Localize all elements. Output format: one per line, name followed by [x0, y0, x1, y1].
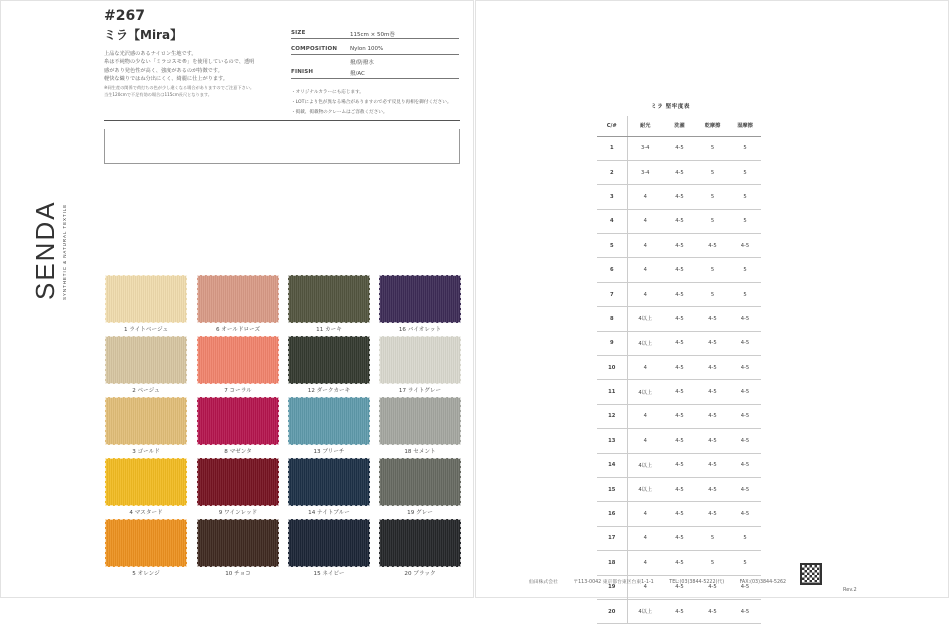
swatch-label: 12 ダークカーキ — [307, 388, 351, 394]
note-line: ・LOTにより色が異なる場合がありますので必ず反見り再相を御付ください。 — [291, 100, 452, 105]
fastness-cell: 4以上 — [627, 453, 663, 477]
fastness-cell: 5 — [729, 526, 761, 550]
fastness-cell: 4-5 — [696, 307, 729, 331]
note-line: ・オリジナルカラーにも応じます。 — [291, 90, 364, 95]
color-swatch — [105, 336, 187, 384]
brand-name: SENDA — [30, 200, 60, 300]
color-swatch — [105, 458, 187, 506]
fastness-cell: 5 — [696, 282, 729, 306]
fastness-cell: 5 — [696, 185, 729, 209]
fastness-row — [597, 234, 761, 258]
description-line: 感があり発色性が高く、強度があるのが特徴です。 — [104, 67, 223, 74]
description-note: ※同生産の関係で荷打ちの色が少し違くなる場合がありますのでご注意下さい。 — [104, 84, 255, 90]
fastness-cell: 5 — [696, 136, 729, 160]
fastness-cell: 4 — [627, 234, 663, 258]
spec-size-value: 115cm × 50m巻 — [350, 32, 395, 38]
fastness-cell: 4-5 — [696, 477, 729, 501]
fastness-row — [597, 136, 761, 160]
fastness-cell: 4以上 — [627, 380, 663, 404]
brand-tagline: SYNTHETIC & NATURAL TEXTILE — [62, 203, 67, 300]
fastness-row — [597, 551, 761, 575]
fastness-cell: 4-5 — [696, 502, 729, 526]
color-swatch — [379, 458, 461, 506]
fastness-cell: 4 — [627, 502, 663, 526]
footer-address: 〒113-0042 東京都台東区台東1-1-1 — [573, 580, 654, 585]
fastness-cell: 5 — [696, 551, 729, 575]
fastness-cell: 4-5 — [663, 136, 696, 160]
fastness-cell: 4-5 — [729, 477, 761, 501]
fastness-cell: 4-5 — [729, 502, 761, 526]
color-swatch — [105, 519, 187, 567]
fastness-cell: 3 — [597, 185, 627, 209]
color-swatch — [288, 275, 370, 323]
fastness-row — [597, 160, 761, 184]
header-cell: C/# — [597, 116, 627, 136]
spec-composition-value: Nylon 100% — [350, 46, 384, 52]
fastness-cell: 4 — [627, 575, 663, 599]
swatch-label: 9 ワインレッド — [218, 510, 258, 516]
fastness-cell: 1 — [597, 136, 627, 160]
fastness-row — [597, 404, 761, 428]
fastness-cell: 4-5 — [663, 599, 696, 623]
fastness-row — [597, 453, 761, 477]
fastness-row — [597, 380, 761, 404]
fastness-cell: 4-5 — [663, 477, 696, 501]
fastness-row — [597, 599, 761, 623]
fastness-cell: 4-5 — [663, 234, 696, 258]
product-description — [104, 50, 282, 98]
color-swatch — [379, 519, 461, 567]
fastness-cell: 4-5 — [696, 575, 729, 599]
fastness-cell: 5 — [729, 185, 761, 209]
fastness-cell: 4-5 — [696, 234, 729, 258]
swatch-label: 13 ブリーチ — [313, 449, 345, 455]
fastness-cell: 4-5 — [696, 404, 729, 428]
color-swatch — [197, 458, 279, 506]
fastness-cell: 4-5 — [729, 453, 761, 477]
fastness-cell: 4 — [627, 404, 663, 428]
fastness-cell: 13 — [597, 429, 627, 453]
fastness-cell: 4-5 — [729, 331, 761, 355]
fastness-cell: 4-5 — [696, 453, 729, 477]
description-line: 糸は不純物の少ない「ミラコスモ®」を使用しているので、透明 — [104, 59, 255, 66]
color-swatch — [288, 519, 370, 567]
fastness-cell: 4 — [627, 356, 663, 380]
swatch-label: 2 ベージュ — [132, 388, 160, 394]
fastness-row — [597, 209, 761, 233]
qr-code-icon — [800, 563, 822, 585]
swatch-label: 4 マスタード — [129, 510, 163, 516]
fastness-cell: 4-5 — [663, 380, 696, 404]
fastness-cell: 4以上 — [627, 307, 663, 331]
fastness-cell: 4-5 — [663, 551, 696, 575]
fastness-cell: 18 — [597, 551, 627, 575]
swatch-label: 17 ライトグレー — [398, 388, 442, 394]
swatch-label: 15 ネイビー — [313, 571, 345, 577]
fastness-cell: 4-5 — [696, 380, 729, 404]
swatch-label: 18 セメント — [404, 449, 436, 455]
fastness-cell: 5 — [729, 282, 761, 306]
fastness-cell: 12 — [597, 404, 627, 428]
spec-finish-extra-value: 撥/防撥水 — [350, 60, 374, 66]
revision: Rev.2 — [843, 587, 857, 593]
fastness-cell: 10 — [597, 356, 627, 380]
swatch-label: 16 バイオレット — [398, 327, 442, 333]
note-line: ・掲載、掲載物のクレームはご容赦ください。 — [291, 110, 388, 115]
fastness-cell: 5 — [729, 258, 761, 282]
color-swatch — [288, 336, 370, 384]
footer-fax: FAX:(03)3844-5262 — [739, 580, 787, 585]
fastness-cell: 17 — [597, 526, 627, 550]
spec-divider — [291, 38, 459, 39]
fastness-cell: 4-5 — [729, 380, 761, 404]
swatch-label: 11 カーキ — [316, 327, 342, 333]
fastness-cell: 5 — [729, 551, 761, 575]
section-divider — [104, 120, 460, 121]
fastness-cell: 4-5 — [729, 356, 761, 380]
fastness-cell: 4 — [627, 429, 663, 453]
fastness-cell: 8 — [597, 307, 627, 331]
fastness-cell: 3-4 — [627, 160, 663, 184]
fastness-cell: 4-5 — [729, 234, 761, 258]
fastness-cell: 14 — [597, 453, 627, 477]
color-swatch — [197, 336, 279, 384]
footer — [529, 578, 800, 585]
spec-divider — [291, 78, 459, 79]
fastness-row — [597, 429, 761, 453]
fastness-cell: 4以上 — [627, 331, 663, 355]
fastness-row — [597, 282, 761, 306]
fastness-cell: 4-5 — [663, 575, 696, 599]
color-swatch — [288, 458, 370, 506]
fastness-row — [597, 307, 761, 331]
fastness-cell: 5 — [696, 209, 729, 233]
fastness-cell: 20 — [597, 599, 627, 623]
fastness-cell: 4 — [627, 551, 663, 575]
fastness-row — [597, 185, 761, 209]
swatch-label: 6 オールドローズ — [215, 327, 261, 333]
fastness-cell: 5 — [696, 160, 729, 184]
fastness-row — [597, 477, 761, 501]
spec-finish-label: FINISH — [291, 69, 314, 75]
color-swatch — [379, 397, 461, 445]
fastness-cell: 4-5 — [696, 331, 729, 355]
color-swatch — [105, 275, 187, 323]
description-line: 軽快な織りではね分出にくく、綺麗に仕上がります。 — [104, 76, 228, 83]
color-swatch — [379, 275, 461, 323]
fastness-row — [597, 526, 761, 550]
fastness-row — [597, 258, 761, 282]
header-cell: 乾摩擦 — [696, 116, 729, 136]
swatch-label: 1 ライトベージュ — [123, 327, 169, 333]
color-swatch — [197, 275, 279, 323]
spec-finish-value: 撥/AC — [350, 71, 365, 77]
spec-size-label: SIZE — [291, 30, 306, 36]
swatch-label: 19 グレー — [407, 510, 433, 516]
fastness-row — [597, 502, 761, 526]
fastness-cell: 4-5 — [696, 599, 729, 623]
fastness-cell: 4-5 — [729, 575, 761, 599]
color-swatch — [197, 519, 279, 567]
fastness-cell: 4-5 — [663, 258, 696, 282]
fastness-cell: 5 — [597, 234, 627, 258]
swatch-label: 5 オレンジ — [132, 571, 160, 577]
swatch-label: 8 マゼンタ — [224, 449, 252, 455]
fastness-cell: 4-5 — [663, 404, 696, 428]
fastness-cell: 7 — [597, 282, 627, 306]
swatch-label: 14 ナイトブルー — [308, 510, 350, 516]
color-swatch — [288, 397, 370, 445]
fastness-cell: 5 — [729, 160, 761, 184]
swatch-label: 10 チョコ — [225, 571, 251, 577]
fastness-cell: 4-5 — [663, 307, 696, 331]
fastness-cell: 4-5 — [729, 404, 761, 428]
fastness-cell: 4-5 — [696, 356, 729, 380]
header-cell: 湿摩擦 — [729, 116, 761, 136]
fastness-cell: 4-5 — [663, 356, 696, 380]
fastness-cell: 16 — [597, 502, 627, 526]
blank-box — [104, 129, 460, 164]
fastness-header-row — [597, 116, 761, 136]
swatch-label: 3 ゴールド — [132, 449, 160, 455]
fastness-cell: 11 — [597, 380, 627, 404]
fastness-cell: 4以上 — [627, 477, 663, 501]
fastness-row — [597, 356, 761, 380]
fastness-cell: 4 — [597, 209, 627, 233]
notes — [291, 88, 451, 118]
fastness-cell: 5 — [696, 258, 729, 282]
fastness-cell: 2 — [597, 160, 627, 184]
fastness-cell: 4 — [627, 282, 663, 306]
fastness-cell: 4-5 — [663, 282, 696, 306]
fastness-cell: 4-5 — [663, 502, 696, 526]
description-note: 当生120cmで不足有効の場合は115cm長尺となります。 — [104, 91, 212, 97]
fastness-cell: 15 — [597, 477, 627, 501]
fastness-cell: 3-4 — [627, 136, 663, 160]
fastness-cell: 4-5 — [663, 453, 696, 477]
product-number: #267 — [104, 8, 145, 24]
fastness-cell: 4-5 — [663, 526, 696, 550]
fastness-cell: 4-5 — [729, 599, 761, 623]
swatch-label: 7 コーラル — [224, 388, 252, 394]
fastness-cell: 5 — [696, 526, 729, 550]
fastness-row — [597, 331, 761, 355]
footer-company: 仙田株式会社 — [529, 580, 558, 585]
fastness-cell: 4-5 — [696, 429, 729, 453]
fastness-cell: 4-5 — [729, 429, 761, 453]
fastness-cell: 4-5 — [663, 209, 696, 233]
spec-divider — [291, 54, 459, 55]
footer-tel: TEL:(03)3844-5222(代) — [669, 580, 725, 585]
swatch-label: 20 ブラック — [404, 571, 436, 577]
color-swatch — [105, 397, 187, 445]
fastness-cell: 19 — [597, 575, 627, 599]
fastness-cell: 4 — [627, 185, 663, 209]
header-cell: 洗濯 — [663, 116, 696, 136]
fastness-cell: 4-5 — [663, 160, 696, 184]
fastness-cell: 4-5 — [663, 331, 696, 355]
header-cell: 耐光 — [627, 116, 663, 136]
fastness-cell: 4-5 — [663, 429, 696, 453]
fastness-cell: 5 — [729, 209, 761, 233]
description-line: 上品な光沢感のあるナイロン生地です。 — [104, 51, 197, 57]
fastness-cell: 4-5 — [663, 185, 696, 209]
product-name: ミラ【Mira】 — [104, 28, 183, 42]
color-swatch — [379, 336, 461, 384]
fastness-cell: 6 — [597, 258, 627, 282]
spec-composition-label: COMPOSITION — [291, 46, 338, 52]
brand-logo — [30, 200, 67, 300]
fastness-cell: 5 — [729, 136, 761, 160]
fastness-title: ミラ 堅牢度表 — [651, 104, 691, 110]
fastness-cell: 9 — [597, 331, 627, 355]
fastness-cell: 4 — [627, 209, 663, 233]
color-swatch — [197, 397, 279, 445]
fastness-table — [597, 116, 761, 624]
fastness-cell: 4-5 — [729, 307, 761, 331]
fastness-cell: 4 — [627, 258, 663, 282]
fastness-cell: 4以上 — [627, 599, 663, 623]
fastness-cell: 4 — [627, 526, 663, 550]
